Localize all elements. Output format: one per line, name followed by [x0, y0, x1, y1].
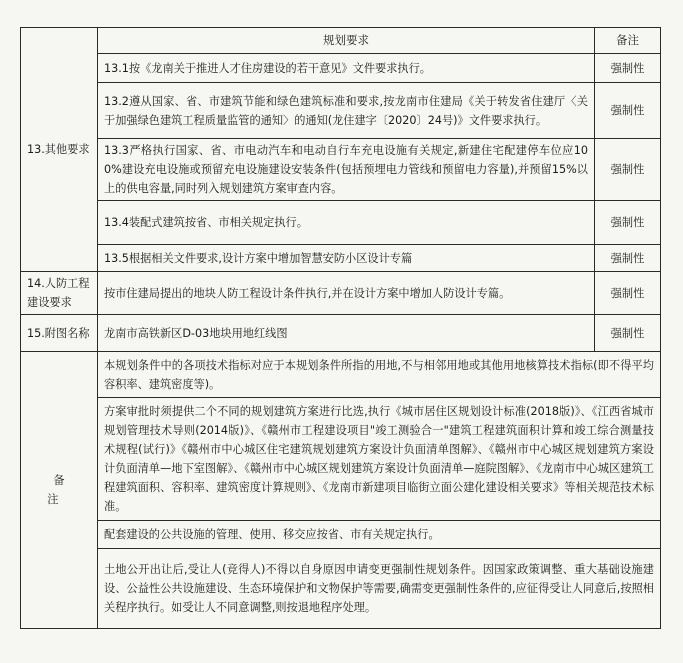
- remarks-label: [21, 352, 98, 629]
- requirement-13-4: 13.4装配式建筑按省、市相关规定执行。: [98, 201, 595, 245]
- label-column-header: 13.其他要求: [21, 28, 98, 272]
- planning-table: [20, 27, 661, 629]
- requirement-14: 按市住建局提出的地块人防工程设计条件执行,并在设计方案中增加人防设计专篇。: [98, 272, 595, 315]
- remarks-label-text: 备 注: [47, 474, 77, 506]
- table-row: [21, 54, 661, 83]
- section-14-label: 14.人防工程建设要求: [21, 272, 98, 315]
- table-row: [21, 398, 661, 521]
- requirement-13-2: 13.2遵从国家、省、市建筑节能和绿色建筑标准和要求,按龙南市住建局《关于转发省住建厅〈关于加强绿色建筑工程质量监管的通知〉的通知(龙住建字〔2020〕24号)》文件要求执行。: [98, 83, 595, 139]
- note-14: 强制性: [595, 272, 661, 315]
- table-row: [21, 521, 661, 549]
- requirement-13-3: 13.3严格执行国家、省、市电动汽车和电动自行车充电设施有关规定,新建住宅配建停车位应100%建设充电设施或预留充电设施建设安装条件(包括预埋电力管线和预留电力容量),并预留15%以上的供电容量,同时列入规划建筑方案审查内容。: [98, 139, 595, 201]
- table-row: [21, 549, 661, 629]
- note-13-3: 强制性: [595, 139, 661, 201]
- remark-4: 土地公开出让后,受让人(竞得人)不得以自身原因申请变更强制性规划条件。因国家政策调整、重大基础设施建设、公益性公共设施建设、生态环境保护和文物保护等需要,确需变更强制性条件的,应征得受让人同意后,按照相关程序执行。如受让人不同意调整,则按退地程序处理。: [98, 549, 661, 629]
- remark-2: 方案审批时须提供二个不同的规划建筑方案进行比选,执行《城市居住区规划设计标准(2018版)》、《江西省城市规划管理技术导则(2014版)》、《赣州市工程建设项目"竣工测验合一"建筑工程建筑面积计算和竣工综合测量技术规程(试行)》《赣州市中心城区住宅建筑规划建筑方案设计负面清单图解》、《赣州市中心城区规划建筑方案设计负面清单—地下室图解》、《赣州市中心城区规划建筑方案设计负面清单—庭院图解》、《龙南市中心城区建筑工程建筑面积、容积率、建筑密度计算规则》、《龙南市新建项目临街立面公建化建设相关要求》等相关规范技术标准。: [98, 398, 661, 521]
- table-row: [21, 83, 661, 139]
- table-row: [21, 245, 661, 272]
- note-13-4: 强制性: [595, 201, 661, 245]
- table-row: [21, 352, 661, 398]
- table-row: [21, 272, 661, 315]
- table-row: [21, 315, 661, 352]
- requirement-13-1: 13.1按《龙南关于推进人才住房建设的若干意见》文件要求执行。: [98, 54, 595, 83]
- note-13-1: 强制性: [595, 54, 661, 83]
- remark-1: 本规划条件中的各项技术指标对应于本规划条件所指的用地,不与相邻用地或其他用地核算技术指标(即不得平均容积率、建筑密度等)。: [98, 352, 661, 398]
- remark-3: 配套建设的公共设施的管理、使用、移交应按省、市有关规定执行。: [98, 521, 661, 549]
- note-15: 强制性: [595, 315, 661, 352]
- note-column-header: 备注: [595, 28, 661, 54]
- header-row: [21, 28, 661, 54]
- note-13-2: 强制性: [595, 83, 661, 139]
- requirement-13-5: 13.5根据相关文件要求,设计方案中增加智慧安防小区设计专篇: [98, 245, 595, 272]
- note-13-5: 强制性: [595, 245, 661, 272]
- table-row: [21, 201, 661, 245]
- table-row: [21, 139, 661, 201]
- requirement-15: 龙南市高铁新区D-03地块用地红线图: [98, 315, 595, 352]
- section-15-label: 15.附图名称: [21, 315, 98, 352]
- requirement-column-header: 规划要求: [98, 28, 595, 54]
- planning-conditions-sheet: [20, 27, 661, 629]
